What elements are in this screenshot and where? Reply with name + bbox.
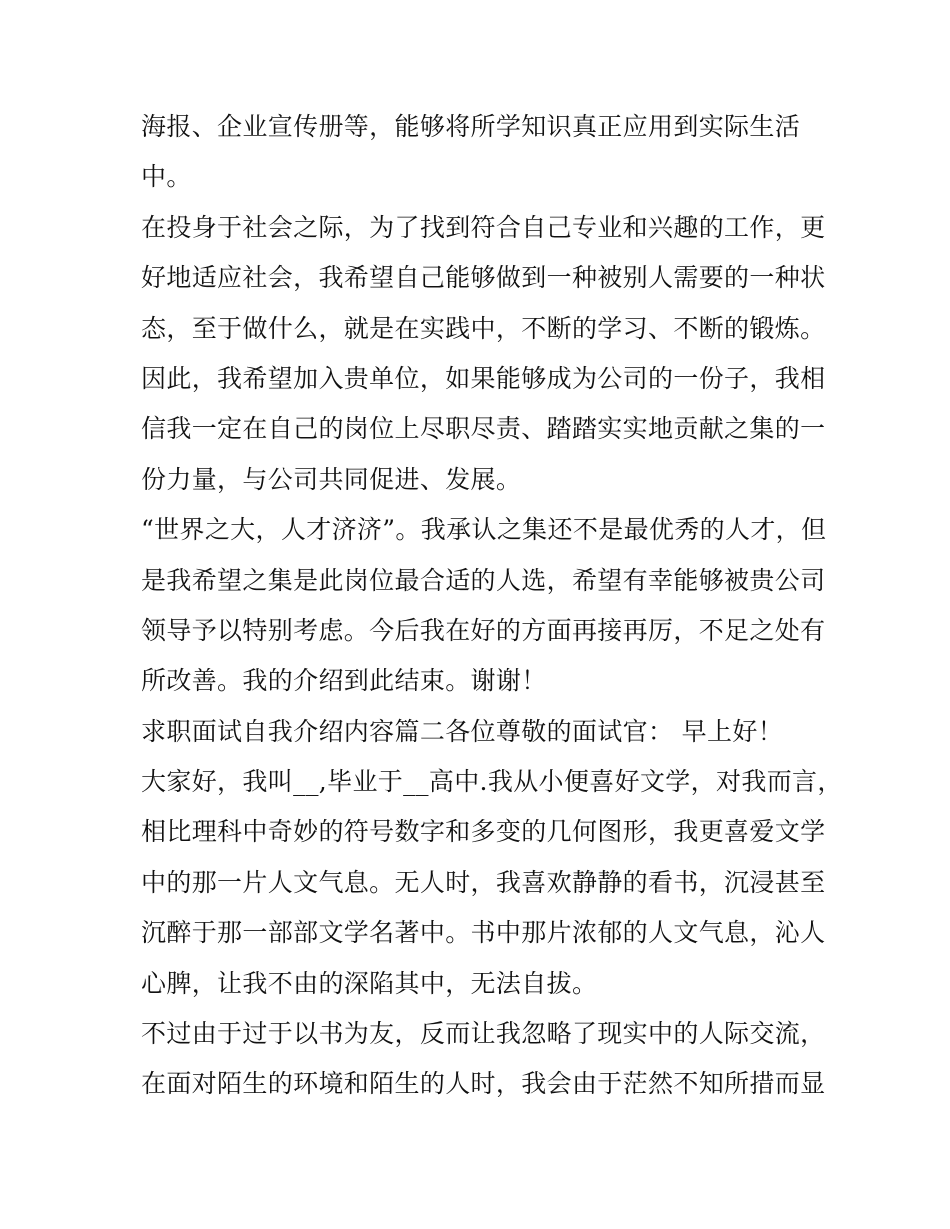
text-line: 态，至于做什么，就是在实践中，不断的学习、不断的锻炼。	[141, 313, 826, 343]
text-line: 不过由于过于以书为友，反而让我忽略了现实中的人际交流，	[141, 1019, 826, 1049]
text-line: “世界之大，人才济济”。我承认之集还不是最优秀的人才，但	[141, 515, 827, 545]
text-line: 在面对陌生的环境和陌生的人时，我会由于茫然不知所措而显	[141, 1069, 826, 1099]
text-line: 心脾，让我不由的深陷其中，无法自拔。	[141, 968, 598, 998]
text-line: 中。	[141, 162, 192, 192]
text-line: 信我一定在自己的岗位上尽职尽责、踏踏实实地贡献之集的一	[141, 414, 826, 444]
text-line: 是我希望之集是此岗位最合适的人选，希望有幸能够被贵公司	[141, 565, 826, 595]
text-line: 份力量，与公司共同促进、发展。	[141, 464, 522, 494]
text-line: 因此，我希望加入贵单位，如果能够成为公司的一份子，我相	[141, 363, 826, 393]
text-line: 海报、企业宣传册等，能够将所学知识真正应用到实际生活	[141, 112, 801, 141]
text-line: 中的那一片人文气息。无人时，我喜欢静静的看书，沉浸甚至	[141, 867, 826, 897]
text-line: 领导予以特别考虑。今后我在好的方面再接再厉，不足之处有	[141, 615, 826, 645]
text-line: 好地适应社会，我希望自己能够做到一种被别人需要的一种状	[141, 263, 826, 293]
section-heading-line: 求职面试自我介绍内容篇二各位尊敬的面试官： 早上好！	[141, 716, 784, 746]
text-line: 所改善。我的介绍到此结束。谢谢！	[141, 666, 547, 696]
text-line: 沉醉于那一部部文学名著中。书中那片浓郁的人文气息，沁人	[141, 918, 826, 948]
document-body	[141, 102, 843, 1110]
text-line: 相比理科中奇妙的符号数字和多变的几何图形，我更喜爱文学	[141, 817, 826, 847]
text-line: 大家好，我叫__,毕业于__高中.我从小便喜好文学，对我而言，	[141, 767, 843, 797]
text-line: 在投身于社会之际，为了找到符合自己专业和兴趣的工作，更	[141, 212, 826, 242]
